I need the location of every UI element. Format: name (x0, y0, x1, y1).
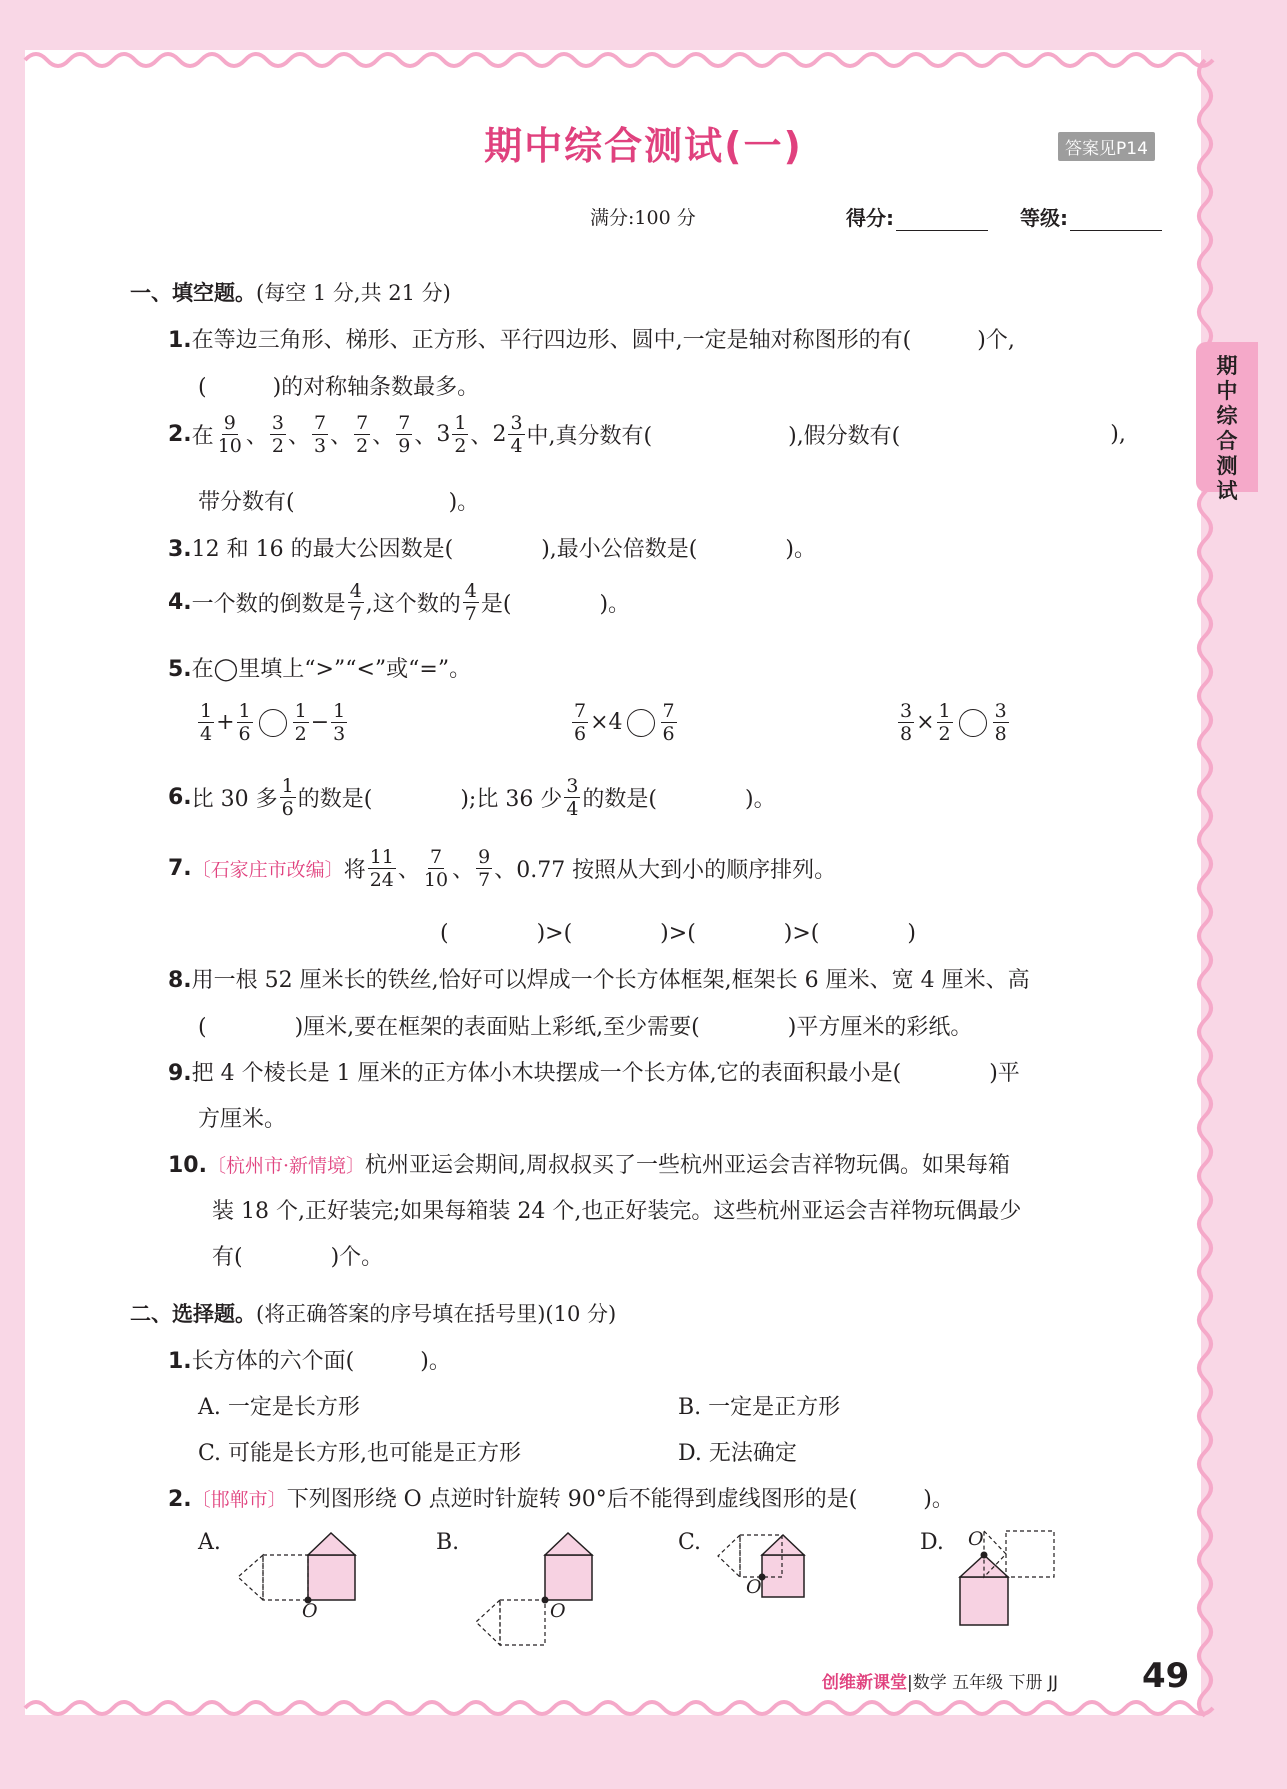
question-10-line3: 有( )个。 (212, 1245, 384, 1270)
numerator: 1 (333, 700, 346, 722)
grade-field (1020, 202, 1162, 231)
fraction (312, 412, 328, 457)
side-tab (1196, 342, 1258, 503)
denominator: 4 (200, 723, 213, 745)
question-number: 6. (168, 785, 192, 810)
section2-label: 二、选择题。 (130, 1302, 256, 1326)
question-text: 在等边三角形、梯形、正方形、平行四边形、圆中,一定是轴对称图形的有( )个, (191, 328, 1015, 353)
page-title: 期中综合测试(一) (484, 124, 803, 168)
denominator: 2 (454, 435, 467, 457)
fraction (280, 775, 296, 820)
fraction (452, 412, 468, 457)
fraction (993, 700, 1009, 745)
section2-note: (将正确答案的序号填在括号里)(10 分) (256, 1302, 617, 1326)
question-text: 比 30 多 (191, 787, 278, 812)
numerator: 4 (464, 580, 477, 602)
question-text: ,这个数的 (365, 592, 461, 617)
denominator: 3 (314, 435, 327, 457)
answer-reference-badge: 答案见P14 (1058, 132, 1155, 161)
question-text: 一个数的倒数是 (191, 592, 346, 617)
question-number: 5. (168, 657, 192, 682)
side-tab-label: 期中综合测试 (1216, 354, 1238, 503)
numerator: 11 (369, 846, 394, 868)
question-source-tag: 〔邯郸市〕 (191, 1489, 287, 1511)
footer-info: 数学 五年级 下册 JJ (912, 1673, 1058, 1693)
denominator: 7 (349, 603, 362, 625)
question-2-line2: 带分数有( )。 (198, 490, 480, 515)
footer-brand: 创维新课堂 (822, 1673, 907, 1693)
page-number: 49 (1142, 1656, 1190, 1696)
question-text: 把 4 个棱长是 1 厘米的正方体小木块摆成一个长方体,它的表面积最小是( )平 (191, 1061, 1020, 1086)
operator: − (310, 710, 330, 735)
denominator: 2 (271, 435, 284, 457)
score-blank[interactable] (896, 214, 988, 231)
section1-label: 一、填空题。 (130, 281, 256, 305)
question-text: 在 (191, 424, 214, 449)
option-d[interactable]: D. 无法确定 (678, 1441, 797, 1466)
operator: × (916, 710, 935, 735)
question-text: 下列图形绕 O 点逆时针旋转 90°后不能得到虚线图形的是( )。 (286, 1487, 954, 1512)
denominator: 8 (900, 723, 913, 745)
question-number: 10. (168, 1153, 207, 1178)
denominator: 6 (238, 723, 251, 745)
question-8 (168, 963, 1030, 994)
grade-blank[interactable] (1070, 214, 1162, 231)
numerator: 1 (938, 700, 951, 722)
numerator: 3 (900, 700, 913, 722)
fraction (661, 700, 677, 745)
denominator: 7 (464, 603, 477, 625)
figure-label-b[interactable]: B. (436, 1530, 460, 1555)
question-text: 长方体的六个面( )。 (191, 1349, 451, 1374)
question-5 (168, 652, 471, 683)
numerator: 1 (200, 700, 213, 722)
point-o-label: O (302, 1600, 318, 1622)
question-text: ), (1110, 422, 1126, 447)
numerator: 4 (349, 580, 362, 602)
question-text: 、0.77 按照从大到小的顺序排列。 (494, 858, 837, 883)
fraction (898, 700, 914, 745)
question-number: 8. (168, 968, 192, 993)
question-text: 用一根 52 厘米长的铁丝,恰好可以焊成一个长方体框架,框架长 6 厘米、宽 4 厘米、高 (191, 968, 1030, 993)
grade-label: 等级: (1020, 206, 1068, 230)
compare-circle[interactable] (959, 709, 987, 737)
separator: 、 (470, 424, 493, 449)
fraction (348, 580, 364, 625)
numerator: 1 (238, 700, 251, 722)
question-6 (168, 775, 776, 820)
question-10-line2: 装 18 个,正好装完;如果每箱装 24 个,也正好装完。这些杭州亚运会吉祥物玩偶最少 (212, 1199, 1022, 1224)
question-number: 1. (168, 328, 192, 353)
question-text: 将 (343, 858, 366, 883)
fraction (237, 700, 253, 745)
section-multiple-choice (130, 1298, 616, 1328)
rotation-figure-b (470, 1525, 605, 1650)
question-2 (168, 412, 1126, 457)
operator: ×4 (590, 710, 623, 735)
separator: 、 (245, 424, 268, 449)
point-o-label: O (550, 1600, 566, 1622)
question-text: 中,真分数有( (526, 424, 653, 449)
denominator: 8 (994, 723, 1007, 745)
rotation-figure-a (230, 1525, 365, 1630)
point-o-label: O (968, 1528, 984, 1550)
denominator: 3 (333, 723, 346, 745)
option-c[interactable]: C. 可能是长方形,也可能是正方形 (198, 1441, 522, 1466)
fraction (564, 775, 580, 820)
denominator: 7 (478, 869, 491, 891)
question-4 (168, 580, 630, 625)
footer-separator: | (907, 1673, 913, 1693)
question-number: 7. (168, 856, 192, 881)
figure-label-c[interactable]: C. (678, 1530, 702, 1555)
operator: + (216, 710, 235, 735)
fraction (396, 412, 412, 457)
option-a[interactable]: A. 一定是长方形 (198, 1395, 360, 1420)
rotation-figure-d (950, 1525, 1060, 1630)
mixed-whole: 2 (492, 422, 507, 447)
question-number: 9. (168, 1061, 192, 1086)
choice-question-2 (168, 1482, 954, 1513)
full-score: 满分:100 分 (590, 207, 696, 229)
question-number: 2. (168, 1487, 192, 1512)
numerator: 1 (294, 700, 307, 722)
question-3 (168, 532, 816, 563)
denominator: 10 (423, 869, 449, 891)
denominator: 2 (294, 723, 307, 745)
numerator: 7 (356, 412, 369, 434)
compare-expression-2 (570, 700, 679, 745)
numerator: 7 (574, 700, 587, 722)
denominator: 4 (510, 435, 523, 457)
section1-note: (每空 1 分,共 21 分) (256, 281, 451, 305)
denominator: 6 (281, 798, 294, 820)
figure-label-a[interactable]: A. (198, 1530, 221, 1555)
numerator: 3 (994, 700, 1007, 722)
fraction (198, 700, 214, 745)
separator: 、 (372, 424, 395, 449)
score-label: 得分: (846, 206, 894, 230)
question-text: 的数是( );比 36 少 (297, 787, 563, 812)
numerator: 7 (429, 846, 443, 868)
footer (822, 1668, 1058, 1693)
question-text: 的数是( )。 (582, 787, 776, 812)
mixed-whole: 3 (436, 422, 451, 447)
separator: 、 (330, 424, 353, 449)
score-field (846, 202, 988, 231)
numerator: 9 (223, 412, 236, 434)
question-9-line2: 方厘米。 (198, 1107, 287, 1132)
question-text: 杭州亚运会期间,周叔叔买了一些杭州亚运会吉祥物玩偶。如果每箱 (365, 1153, 1011, 1178)
numerator: 1 (281, 775, 294, 797)
section-fill-in (130, 277, 451, 307)
fraction (572, 700, 588, 745)
question-source-tag: 〔杭州市·新情境〕 (206, 1155, 366, 1177)
question-1 (168, 323, 1015, 354)
question-9 (168, 1056, 1020, 1087)
separator: 、 (287, 424, 310, 449)
denominator: 2 (938, 723, 951, 745)
numerator: 7 (662, 700, 675, 722)
fraction (508, 412, 524, 457)
question-7: 7. 〔石家庄市改编〕 将 $\frac{11}{24}$ 、 $\frac{7}{10}$ 、 $\frac{9}{7}$ 、0.77 按照从大到小的顺序排列。 (168, 846, 837, 891)
question-number: 2. (168, 422, 192, 447)
question-text: 在◯里填上“>”“<”或“=”。 (191, 657, 472, 682)
fraction (354, 412, 370, 457)
fraction (368, 846, 396, 891)
question-1-line2: ( )的对称轴条数最多。 (198, 375, 480, 400)
fraction (293, 700, 309, 745)
numerator: 7 (314, 412, 327, 434)
numerator: 3 (510, 412, 523, 434)
denominator: 4 (566, 798, 579, 820)
denominator: 10 (217, 435, 242, 457)
fraction (216, 412, 244, 457)
point-o-label: O (746, 1576, 762, 1598)
numerator: 3 (271, 412, 284, 434)
question-7-ordering: ( )>( )>( )>( ) (440, 921, 916, 946)
option-b[interactable]: B. 一定是正方形 (678, 1395, 841, 1420)
question-number: 1. (168, 1349, 192, 1374)
fraction (476, 846, 492, 891)
fraction (937, 700, 953, 745)
question-8-line2: ( )厘米,要在框架的表面贴上彩纸,至少需要( )平方厘米的彩纸。 (198, 1015, 973, 1040)
rotation-figure-c (712, 1525, 822, 1605)
denominator: 2 (356, 435, 369, 457)
question-text: ),假分数有( (788, 424, 901, 449)
compare-expression-1 (196, 700, 349, 745)
choice-question-1 (168, 1344, 451, 1375)
denominator: 6 (574, 723, 587, 745)
denominator: 6 (662, 723, 675, 745)
numerator: 7 (398, 412, 411, 434)
fraction (331, 700, 347, 745)
question-text: 12 和 16 的最大公因数是( ),最小公倍数是( )。 (191, 537, 816, 562)
question-source-tag: 〔石家庄市改编〕 (191, 859, 344, 881)
fraction (422, 846, 450, 891)
numerator: 3 (566, 775, 579, 797)
question-number: 3. (168, 537, 192, 562)
question-text: 是( )。 (480, 592, 631, 617)
numerator: 9 (478, 846, 491, 868)
denominator: 9 (398, 435, 411, 457)
fraction (463, 580, 479, 625)
question-number: 4. (168, 590, 192, 615)
compare-circle[interactable] (627, 709, 655, 737)
compare-expression-3 (896, 700, 1011, 745)
question-10 (168, 1148, 1010, 1179)
denominator: 24 (369, 869, 394, 891)
separator: 、 (414, 424, 437, 449)
fraction (270, 412, 286, 457)
numerator: 1 (454, 412, 467, 434)
figure-label-d[interactable]: D. (920, 1530, 944, 1555)
compare-circle[interactable] (259, 709, 287, 737)
